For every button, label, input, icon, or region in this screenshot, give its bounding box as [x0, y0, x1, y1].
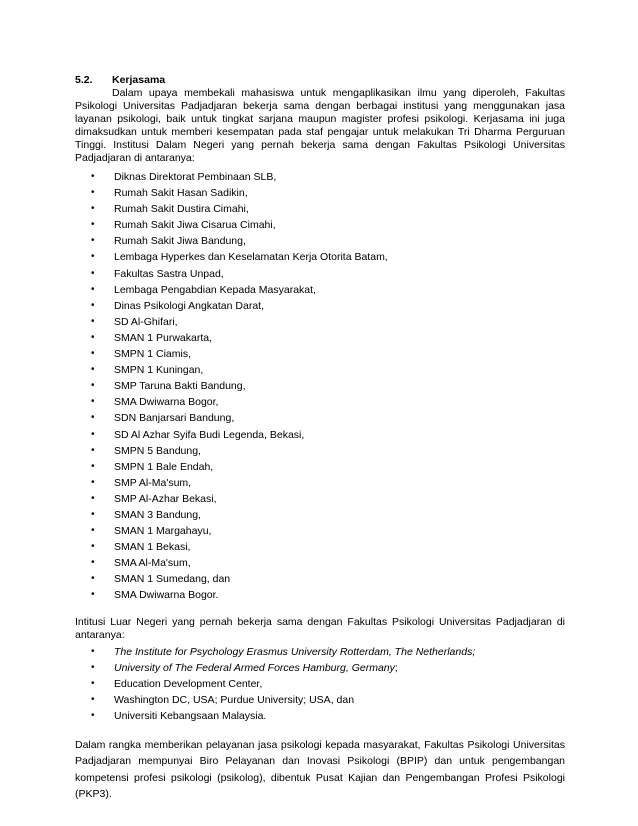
section-title: Kerjasama	[112, 74, 166, 86]
bullet-icon: •	[91, 709, 95, 721]
list-item	[75, 491, 565, 507]
bullet-icon: •	[91, 235, 95, 247]
list-item	[75, 523, 565, 539]
list-item	[75, 555, 565, 571]
list-item-text: SMA Dwiwarna Bogor.	[114, 589, 219, 602]
bullet-icon: •	[91, 219, 95, 231]
list-item-text: Lembaga Hyperkes dan Keselamatan Kerja Otorita Batam,	[114, 251, 388, 264]
bullet-icon: •	[91, 267, 95, 279]
section-heading	[75, 74, 565, 87]
list-item-text: Lembaga Pengabdian Kepada Masyarakat,	[114, 283, 316, 296]
list-item	[75, 427, 565, 443]
list-item	[75, 410, 565, 426]
list-item-text: SMPN 5 Bandung,	[114, 444, 201, 457]
list-item	[75, 459, 565, 475]
bullet-icon: •	[91, 348, 95, 360]
bullet-icon: •	[91, 171, 95, 182]
list-item	[75, 644, 565, 660]
list-item	[75, 233, 565, 249]
list-item-text: Universiti Kebangsaan Malaysia.	[114, 709, 267, 722]
list-item-text: SMAN 1 Margahayu,	[114, 525, 212, 538]
list-item-text: SMA Dwiwarna Bogor,	[114, 396, 219, 409]
list-item	[75, 282, 565, 298]
bullet-icon: •	[91, 428, 95, 440]
list-item	[75, 249, 565, 265]
bullet-icon: •	[91, 476, 95, 488]
list-item-text: Diknas Direktorat Pembinaan SLB,	[114, 171, 277, 183]
bullet-icon: •	[91, 693, 95, 705]
bullet-icon: •	[91, 331, 95, 343]
list-item-text: Rumah Sakit Jiwa Bandung,	[114, 235, 246, 248]
list-item	[75, 587, 565, 603]
list-item-text: SMP Taruna Bakti Bandung,	[114, 380, 246, 393]
bullet-icon: •	[91, 283, 95, 295]
list-item-text: Washington DC, USA; Purdue University; USA, dan	[114, 693, 355, 706]
foreign-intro-paragraph: Intitusi Luar Negeri yang pernah bekerja sama dengan Fakultas Psikologi Universitas Padjadjaran di antaranya:	[75, 615, 565, 641]
intro-paragraph: Dalam upaya membekali mahasiswa untuk mengaplikasikan ilmu yang diperoleh, Fakultas Psikologi Universitas Padjadjaran bekerja sama dengan berbagai institusi yang menggunakan jasa layanan psikologi, baik untuk tingkat sarjana maupun magister profesi psikologi. Kerjasama ini juga dimaksudkan untuk memberi kesempatan pada staf pengajar untuk melakukan Tri Dharma Perguruan Tinggi. Institusi Dalam Negeri yang pernah bekerja sama dengan Fakultas Psikologi Universitas Padjadjaran di antaranya:	[75, 87, 565, 164]
list-item-text: University of The Federal Armed Forces Hamburg, Germany	[114, 661, 395, 674]
list-item-text: Rumah Sakit Hasan Sadikin,	[114, 187, 248, 200]
list-item-text: SMAN 1 Purwakarta,	[114, 331, 213, 344]
bullet-icon: •	[91, 541, 95, 553]
list-item	[75, 330, 565, 346]
list-item	[75, 708, 565, 724]
list-item	[75, 507, 565, 523]
list-item-text: SMPN 1 Bale Endah,	[114, 460, 214, 473]
list-item	[75, 266, 565, 282]
bullet-icon: •	[91, 661, 95, 673]
foreign-institutions-list	[75, 644, 565, 724]
bullet-icon: •	[91, 589, 95, 601]
bullet-icon: •	[91, 508, 95, 520]
list-item-text: SD Al Azhar Syifa Budi Legenda, Bekasi,	[114, 428, 305, 441]
list-item	[75, 346, 565, 362]
bullet-icon: •	[91, 444, 95, 456]
list-item	[75, 660, 565, 676]
list-item	[75, 394, 565, 410]
list-item-text: Fakultas Sastra Unpad,	[114, 267, 224, 280]
domestic-institutions-list	[75, 169, 565, 604]
list-item	[75, 298, 565, 314]
bullet-icon: •	[91, 557, 95, 569]
list-item-suffix: ;	[394, 661, 398, 674]
bullet-icon: •	[91, 573, 95, 585]
bullet-icon: •	[91, 203, 95, 215]
bullet-icon: •	[91, 525, 95, 537]
list-item-text: Rumah Sakit Dustira Cimahi,	[114, 203, 249, 216]
bullet-icon: •	[91, 412, 95, 424]
list-item	[75, 201, 565, 217]
bullet-icon: •	[91, 645, 95, 657]
list-item	[75, 692, 565, 708]
list-item-text: Dinas Psikologi Angkatan Darat,	[114, 299, 264, 312]
list-item	[75, 676, 565, 692]
closing-paragraph: Dalam rangka memberikan pelayanan jasa psikologi kepada masyarakat, Fakultas Psikologi Universitas Padjadjaran mempunyai Biro Pelayanan dan Inovasi Psikologi (BPIP) dan untuk pengembangan kompetensi profesi psikologi (psikolog), dibentuk Pusat Kajian dan Pengembangan Profesi Psikologi (PKP3).	[75, 739, 565, 801]
section-number: 5.2.	[75, 74, 93, 86]
list-item-text: SMAN 1 Sumedang, dan	[114, 573, 231, 586]
list-item-text: SMPN 1 Ciamis,	[114, 348, 192, 361]
list-item	[75, 217, 565, 233]
list-item-text: Education Development Center,	[114, 677, 263, 690]
list-item	[75, 314, 565, 330]
list-item	[75, 443, 565, 459]
bullet-icon: •	[91, 251, 95, 263]
bullet-icon: •	[91, 396, 95, 408]
list-item-text: SMP Al-Ma'sum,	[114, 476, 192, 489]
bullet-icon: •	[91, 460, 95, 472]
bullet-icon: •	[91, 677, 95, 689]
list-item	[75, 185, 565, 201]
list-item-text: SMAN 1 Bekasi,	[114, 541, 191, 554]
list-item-text: The Institute for Psychology Erasmus University Rotterdam, The Netherlands;	[114, 645, 476, 658]
list-item	[75, 362, 565, 378]
list-item-text: Rumah Sakit Jiwa Cisarua Cimahi,	[114, 219, 276, 232]
list-item	[75, 169, 565, 185]
list-item-text: SMPN 1 Kuningan,	[114, 364, 204, 377]
bullet-icon: •	[91, 299, 95, 311]
list-item	[75, 539, 565, 555]
bullet-icon: •	[91, 187, 95, 199]
list-item-text: SMP Al-Azhar Bekasi,	[114, 492, 217, 505]
list-item-text: SMA Al-Ma'sum,	[114, 557, 191, 570]
list-item-text: SMAN 3 Bandung,	[114, 508, 201, 521]
list-item	[75, 475, 565, 491]
bullet-icon: •	[91, 364, 95, 376]
bullet-icon: •	[91, 315, 95, 327]
list-item-text: SD Al-Ghifari,	[114, 315, 178, 328]
list-item-text: SDN Banjarsari Bandung,	[114, 412, 235, 425]
list-item	[75, 378, 565, 394]
bullet-icon: •	[91, 492, 95, 504]
bullet-icon: •	[91, 380, 95, 392]
list-item	[75, 571, 565, 587]
